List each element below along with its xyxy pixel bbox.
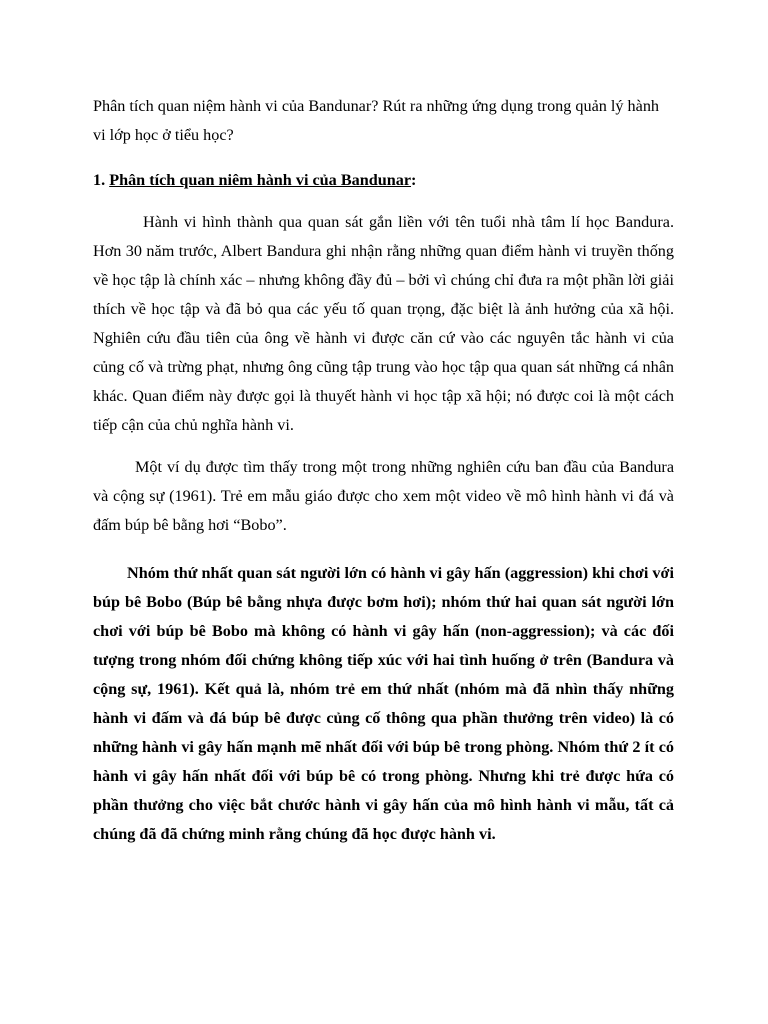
paragraph-experiment-groups: Nhóm thứ nhất quan sát người lớn có hành vi gây hấn (aggression) khi chơi với búp bê Bobo (Búp bê bằng nhựa được bơm hơi); nhóm thứ hai quan sát người lớn chơi với búp bê Bobo mà không có hành vi gây hấn (non-aggression); và các đối tượng trong nhóm đối chứng không tiếp xúc với hai tình huống ở trên (Bandura và cộng sự, 1961). Kết quả là, nhóm trẻ em thứ nhất (nhóm mà đã nhìn thấy những hành vi đấm và đá búp bê được củng cố thông qua phần thưởng trên video) là có những hành vi gây hấn mạnh mẽ nhất đối với búp bê trong phòng. Nhóm thứ 2 ít có hành vi gây hấn nhất đối với búp bê có trong phòng. Nhưng khi trẻ được hứa có phần thưởng cho việc bắt chước hành vi gây hấn của mô hình hành vi mẫu, tất cả chúng đã đã chứng minh rằng chúng đã học được hành vi.	[93, 564, 674, 843]
paragraph-bandura-intro: Hành vi hình thành qua quan sát gắn liền với tên tuổi nhà tâm lí học Bandura. Hơn 30 năm trước, Albert Bandura ghi nhận rằng những quan điểm hành vi truyền thống về học tập là chính xác – nhưng không đầy đủ – bởi vì chúng chỉ đưa ra một phần lời giải thích về học tập và đã bỏ qua các yếu tố quan trọng, đặc biệt là ảnh hưởng của xã hội. Nghiên cứu đầu tiên của ông về hành vi được căn cứ vào các nguyên tắc hành vi của củng cố và trừng phạt, nhưng ông cũng tập trung vào học tập qua quan sát những cá nhân khác. Quan điểm này được gọi là thuyết hành vi học tập xã hội; nó được coi là một cách tiếp cận của chủ nghĩa hành vi.	[93, 213, 674, 434]
section-title: Phân tích quan niêm hành vi của Bandunar	[109, 171, 412, 189]
question-text: Phân tích quan niệm hành vi của Bandunar? Rút ra những ứng dụng trong quản lý hành vi lớp học ở tiểu học?	[93, 97, 660, 144]
section-number: 1.	[93, 171, 110, 189]
document-body	[93, 92, 674, 849]
section-title-suffix: :	[411, 171, 417, 189]
paragraph-bobo-example: Một ví dụ được tìm thấy trong một trong những nghiên cứu ban đầu của Bandura và cộng sự (1961). Trẻ em mẫu giáo được cho xem một video về mô hình hành vi đá và đấm búp bê bằng hơi “Bobo”.	[93, 458, 674, 534]
section-heading	[93, 166, 674, 195]
